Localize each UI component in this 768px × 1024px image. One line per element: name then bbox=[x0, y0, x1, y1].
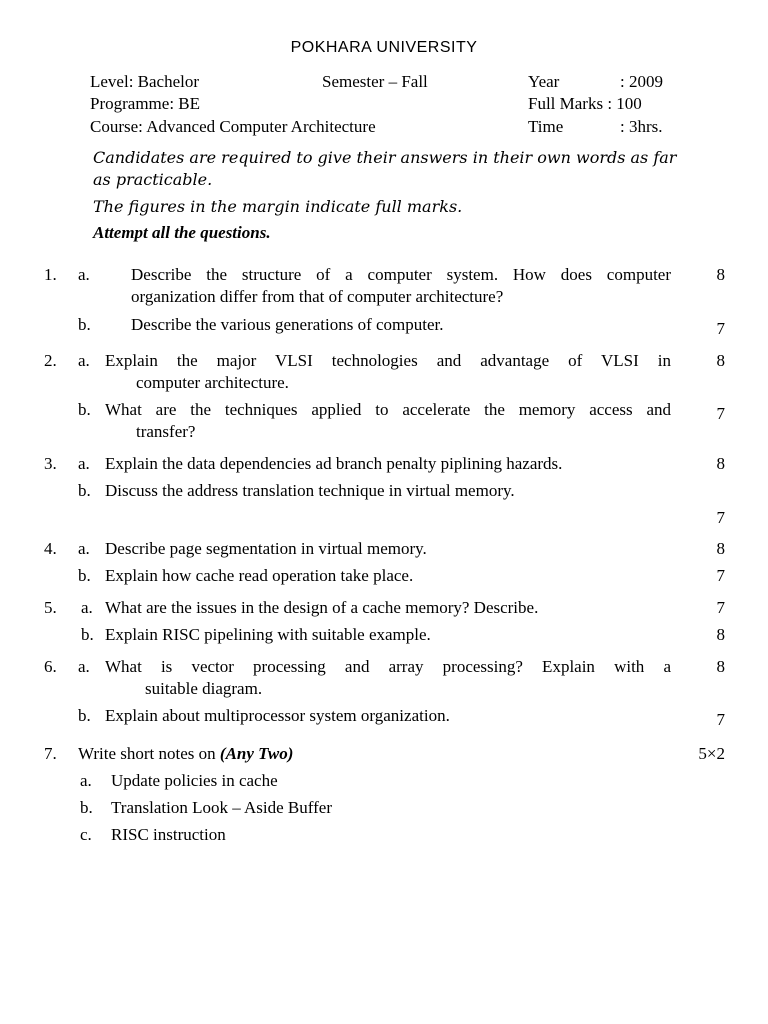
any-two-emphasis: (Any Two) bbox=[219, 744, 294, 763]
question-number: 4. bbox=[44, 539, 57, 558]
year-value: : 2009 bbox=[620, 72, 663, 91]
question-text: Explain how cache read operation take place. bbox=[105, 566, 414, 585]
question-text: What are the issues in the design of a cache memory? Describe. bbox=[105, 598, 539, 617]
year-label: Year bbox=[528, 72, 560, 91]
question-text: What are the techniques applied to accelerate the memory access and bbox=[105, 400, 671, 419]
question-text: suitable diagram. bbox=[145, 679, 263, 698]
university-title: POKHARA UNIVERSITY bbox=[290, 39, 478, 56]
part-label: a. bbox=[78, 265, 90, 284]
question-text: computer architecture. bbox=[136, 373, 289, 392]
question-text bbox=[78, 743, 293, 765]
marks: 8 bbox=[716, 625, 725, 644]
question-number: 3. bbox=[44, 454, 57, 473]
instruction-line-2: as practicable. bbox=[93, 170, 213, 189]
marks: 8 bbox=[716, 265, 725, 284]
marks: 7 bbox=[716, 404, 725, 423]
question-text: Explain the data dependencies ad branch penalty piplining hazards. bbox=[105, 454, 563, 473]
question-text: transfer? bbox=[136, 422, 196, 441]
question-number: 2. bbox=[44, 351, 57, 370]
question-number: 1. bbox=[44, 265, 57, 284]
part-label: b. bbox=[80, 798, 93, 817]
time-value: : 3hrs. bbox=[620, 117, 663, 136]
list-item: Translation Look – Aside Buffer bbox=[111, 798, 332, 817]
full-marks-label: Full Marks : 100 bbox=[528, 94, 642, 113]
question-number: 6. bbox=[44, 657, 57, 676]
part-label: b. bbox=[81, 625, 94, 644]
part-label: c. bbox=[80, 825, 92, 844]
question-text: Explain RISC pipelining with suitable example. bbox=[105, 625, 431, 644]
marks: 5×2 bbox=[698, 744, 725, 763]
question-text: What is vector processing and array processing? Explain with a bbox=[105, 657, 671, 676]
marks: 7 bbox=[716, 319, 725, 338]
part-label: a. bbox=[78, 657, 90, 676]
question-number: 7. bbox=[44, 744, 57, 763]
course-label: Course: Advanced Computer Architecture bbox=[90, 117, 376, 136]
part-label: b. bbox=[78, 566, 91, 585]
question-number: 5. bbox=[44, 598, 57, 617]
part-label: a. bbox=[80, 771, 92, 790]
marks: 7 bbox=[716, 598, 725, 617]
part-label: a. bbox=[78, 539, 90, 558]
marks: 7 bbox=[716, 508, 725, 527]
question-text: Describe the structure of a computer system. How does computer bbox=[131, 265, 671, 284]
part-label: b. bbox=[78, 481, 91, 500]
part-label: b. bbox=[78, 400, 91, 419]
instruction-line-4: Attempt all the questions. bbox=[93, 223, 271, 242]
part-label: a. bbox=[81, 598, 93, 617]
part-label: b. bbox=[78, 706, 91, 725]
instruction-line-3: The figures in the margin indicate full marks. bbox=[93, 197, 463, 216]
part-label: a. bbox=[78, 454, 90, 473]
list-item: Update policies in cache bbox=[111, 771, 278, 790]
marks: 8 bbox=[716, 351, 725, 370]
list-item: RISC instruction bbox=[111, 825, 226, 844]
question-text: Explain the major VLSI technologies and advantage of VLSI in bbox=[105, 351, 671, 370]
marks: 8 bbox=[716, 657, 725, 676]
marks: 8 bbox=[716, 454, 725, 473]
question-text: organization differ from that of computer architecture? bbox=[131, 287, 504, 306]
part-label: a. bbox=[78, 351, 90, 370]
instruction-line-1: Candidates are required to give their answers in their own words as far bbox=[93, 148, 677, 167]
short-notes-text: Write short notes on bbox=[78, 744, 216, 763]
semester-label: Semester – Fall bbox=[322, 72, 428, 91]
programme-label: Programme: BE bbox=[90, 94, 201, 113]
marks: 8 bbox=[716, 539, 725, 558]
level-label: Level: Bachelor bbox=[90, 72, 200, 91]
question-text: Describe the various generations of computer. bbox=[131, 315, 444, 334]
question-text: Explain about multiprocessor system organization. bbox=[105, 706, 450, 725]
part-label: b. bbox=[78, 315, 91, 334]
question-text: Discuss the address translation technique in virtual memory. bbox=[105, 481, 515, 500]
question-text: Describe page segmentation in virtual memory. bbox=[105, 539, 427, 558]
marks: 7 bbox=[716, 566, 725, 585]
marks: 7 bbox=[716, 710, 725, 729]
time-label: Time bbox=[528, 117, 564, 136]
